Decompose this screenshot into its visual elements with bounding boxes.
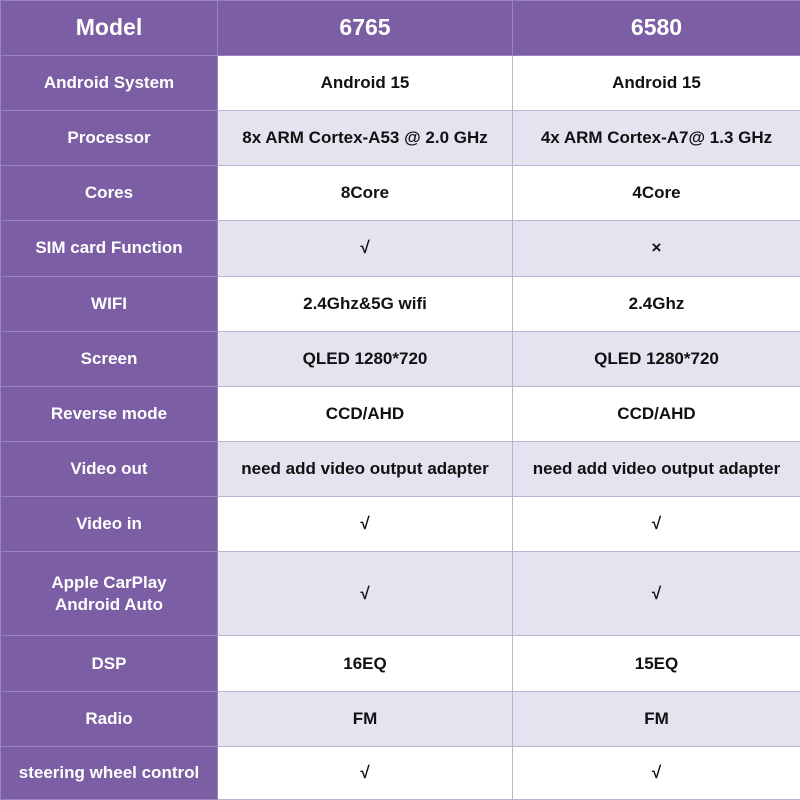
- value-6765: need add video output adapter: [218, 441, 513, 496]
- row-reverse-mode: [1, 386, 800, 441]
- row-video-in: [1, 497, 800, 552]
- value-6765: 8x ARM Cortex-A53 @ 2.0 GHz: [218, 111, 513, 166]
- row-dsp: [1, 636, 800, 691]
- check-mark-icon: √: [513, 552, 800, 636]
- row-label-line1: Apple CarPlay: [51, 572, 167, 592]
- value-6580: 15EQ: [513, 636, 800, 691]
- value-6580: Android 15: [513, 56, 800, 111]
- row-label: DSP: [1, 636, 218, 691]
- row-video-out: [1, 441, 800, 496]
- value-6580: CCD/AHD: [513, 386, 800, 441]
- row-processor: [1, 111, 800, 166]
- value-6580: FM: [513, 691, 800, 746]
- row-label-line2: Android Auto: [55, 594, 163, 614]
- row-label: [1, 552, 218, 636]
- row-screen: [1, 331, 800, 386]
- value-6765: CCD/AHD: [218, 386, 513, 441]
- check-mark-icon: √: [218, 552, 513, 636]
- row-cores: [1, 166, 800, 221]
- value-6765: 16EQ: [218, 636, 513, 691]
- value-6580: 4x ARM Cortex-A7@ 1.3 GHz: [513, 111, 800, 166]
- value-6580: 4Core: [513, 166, 800, 221]
- check-mark-icon: √: [218, 497, 513, 552]
- row-label: WIFI: [1, 276, 218, 331]
- row-label: Cores: [1, 166, 218, 221]
- row-label: steering wheel control: [1, 746, 218, 799]
- row-sim-card: [1, 221, 800, 276]
- row-radio: [1, 691, 800, 746]
- value-6765: Android 15: [218, 56, 513, 111]
- row-label: Video out: [1, 441, 218, 496]
- value-6580: 2.4Ghz: [513, 276, 800, 331]
- check-mark-icon: √: [218, 221, 513, 276]
- value-6765: QLED 1280*720: [218, 331, 513, 386]
- model-header: Model: [1, 1, 218, 56]
- row-label: Android System: [1, 56, 218, 111]
- value-6580: need add video output adapter: [513, 441, 800, 496]
- model-6580-header: 6580: [513, 1, 800, 56]
- header-row: [1, 1, 800, 56]
- value-6765: 2.4Ghz&5G wifi: [218, 276, 513, 331]
- check-mark-icon: √: [218, 746, 513, 799]
- row-label: Video in: [1, 497, 218, 552]
- row-wifi: [1, 276, 800, 331]
- row-label: Radio: [1, 691, 218, 746]
- row-android-system: [1, 56, 800, 111]
- row-carplay-android-auto: [1, 552, 800, 636]
- value-6580: QLED 1280*720: [513, 331, 800, 386]
- row-label: SIM card Function: [1, 221, 218, 276]
- model-6765-header: 6765: [218, 1, 513, 56]
- check-mark-icon: √: [513, 497, 800, 552]
- row-label: Reverse mode: [1, 386, 218, 441]
- cross-mark-icon: ×: [513, 221, 800, 276]
- row-steering-wheel-control: [1, 746, 800, 799]
- row-label: Screen: [1, 331, 218, 386]
- value-6765: FM: [218, 691, 513, 746]
- row-label: Processor: [1, 111, 218, 166]
- check-mark-icon: √: [513, 746, 800, 799]
- value-6765: 8Core: [218, 166, 513, 221]
